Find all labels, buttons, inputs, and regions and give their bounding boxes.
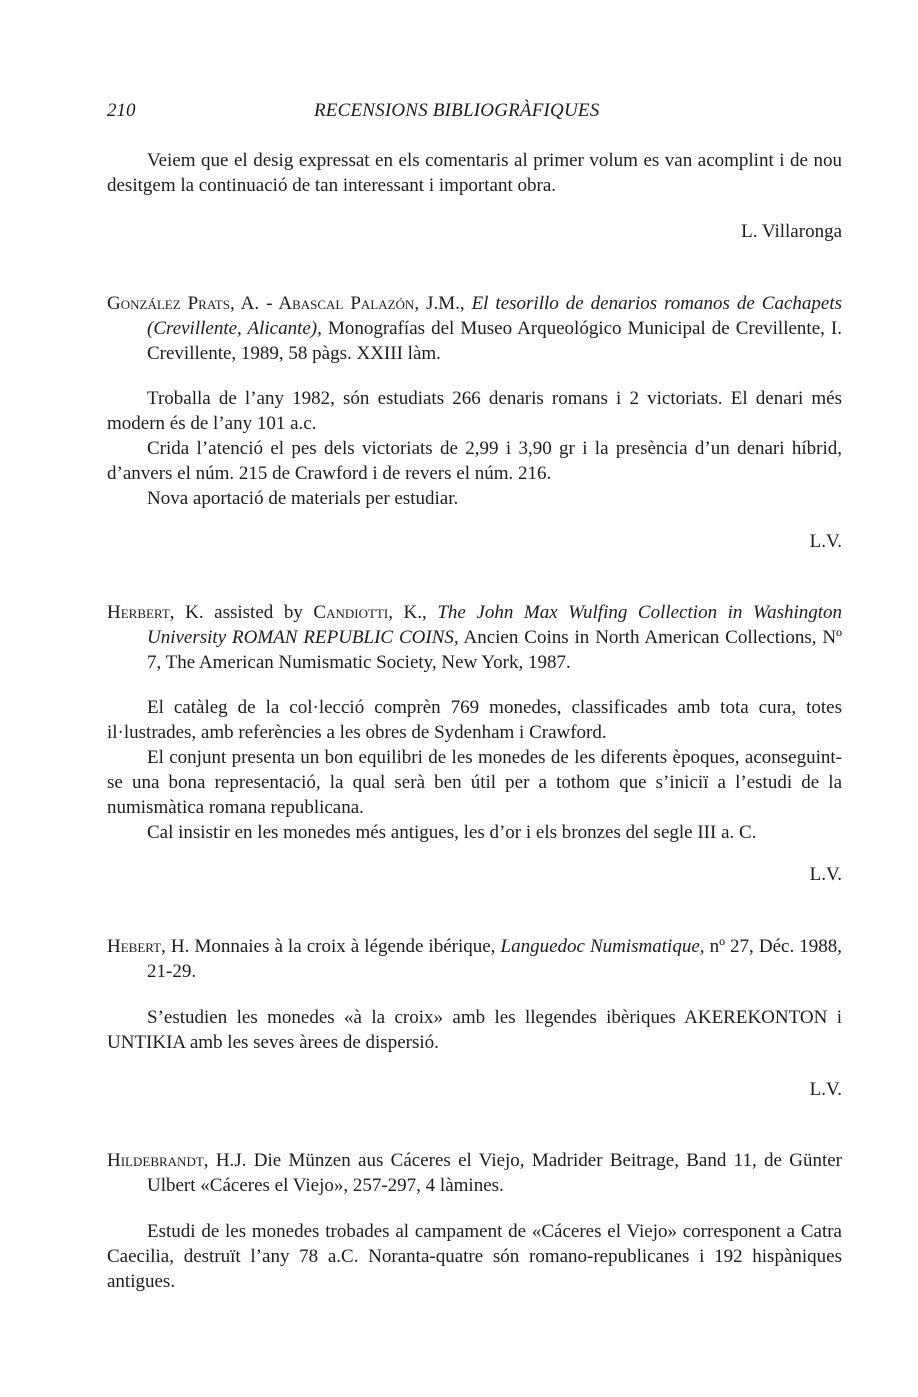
intro-section (107, 148, 842, 198)
running-title: RECENSIONS BIBLIOGRÀFIQUES (314, 100, 600, 121)
review-paragraph: Estudi de les monedes trobades al campament de «Cáceres el Viejo» corresponent a Catra Caecilia, destruït l’any 78 a.C. Noranta-quatre són romano-republicanes i 192 hispàniques antigues. (107, 1221, 842, 1292)
review-paragraph: Cal insistir en les monedes més antigues, les d’or i els bronzes del segle III a. C. (147, 822, 757, 843)
review-herbert-signature-block (107, 862, 842, 887)
review-paragraph: El conjunt presenta un bon equilibri de les monedes de les diferents èpoques, aconseguint-se una bona representació, la qual serà ben útil per a tothom que s’iniciï a l’estudi de la numismàtica romana republicana. (107, 747, 842, 818)
page-number: 210 (107, 100, 136, 121)
review-paragraph: Troballa de l’any 1982, són estudiats 266 denaris romans i 2 victoriats. El denari més modern és de l’any 101 a.c. (107, 388, 842, 434)
citation (107, 291, 842, 366)
citation (107, 1148, 842, 1198)
citation-details: H.J. Die Münzen aus Cáceres el Viejo, Madrider Beitrage, Band 11, de Günter Ulbert «Cáceres el Viejo», 257-297, 4 làmines. (147, 1150, 842, 1196)
review-hebert-signature-block (107, 1077, 842, 1102)
citation-details: nº 27, Déc. 1988, 21-29. (147, 936, 842, 982)
signature-initials: L.V. (809, 1079, 842, 1100)
signature-villaronga: L. Villaronga (741, 221, 842, 242)
review-paragraph: Nova aportació de materials per estudiar. (147, 488, 459, 509)
intro-signature-block (107, 219, 842, 244)
citation-title: H. Monnaies à la croix à légende ibérique, (170, 936, 496, 957)
citation-coauthor-rest: K., (403, 602, 427, 623)
citation (107, 600, 842, 675)
signature-initials: L.V. (809, 864, 842, 885)
citation-author: Hebert, (107, 936, 166, 957)
review-gonzalez-prats (107, 291, 842, 366)
citation-author-rest: K. assisted by (185, 602, 303, 623)
citation-title: El tesorillo de denarios romanos de Cachapets (Crevillente, Alicante), (147, 293, 843, 339)
review-paragraph: Crida l’atenció el pes dels victoriats de 2,99 i 3,90 gr i la presència d’un denari híbrid, d’anvers el núm. 215 de Crawford i de revers el núm. 216. (107, 438, 842, 484)
citation-title: The John Max Wulfing Collection in Washington University ROMAN REPUBLIC COINS, (147, 602, 843, 648)
citation (107, 934, 842, 984)
review-paragraph: S’estudien les monedes «à la croix» amb les llegendes ibèriques AKEREKONTON i UNTIKIA amb les seves àrees de dispersió. (107, 1007, 842, 1053)
review-hebert (107, 934, 842, 984)
citation-details: Monografías del Museo Arqueológico Municipal de Crevillente, I. Crevillente, 1989, 58 pàgs. XXIII làm. (147, 318, 843, 364)
citation-journal: Languedoc Numismatique, (500, 936, 705, 957)
page-header (107, 100, 842, 130)
review-gonzalez-prats-body (107, 386, 842, 511)
review-herbert (107, 600, 842, 675)
review-hebert-body (107, 1005, 842, 1055)
citation-details: Ancien Coins in North American Collections, Nº 7, The American Numismatic Society, New York, 1987. (147, 627, 842, 673)
review-paragraph: El catàleg de la col·lecció comprèn 769 monedes, classificades amb tota cura, totes il·lustrades, amb referències a les obres de Sydenham i Crawford. (107, 697, 842, 743)
citation-coauthor: Candiotti, (313, 602, 393, 623)
citation-author: Herbert, (107, 602, 175, 623)
review-herbert-body (107, 695, 842, 845)
signature-initials: L.V. (809, 531, 842, 552)
review-gonzalez-prats-signature-block (107, 529, 842, 554)
citation-authors: González Prats, A. - Abascal Palazón, J.M., (107, 293, 465, 314)
review-hildebrandt (107, 1148, 842, 1198)
intro-paragraph: Veiem que el desig expressat en els comentaris al primer volum es van acomplint i de nou desitgem la continuació de tan interessant i important obra. (107, 150, 842, 196)
review-hildebrandt-body (107, 1219, 842, 1294)
citation-author: Hildebrandt, (107, 1150, 209, 1171)
